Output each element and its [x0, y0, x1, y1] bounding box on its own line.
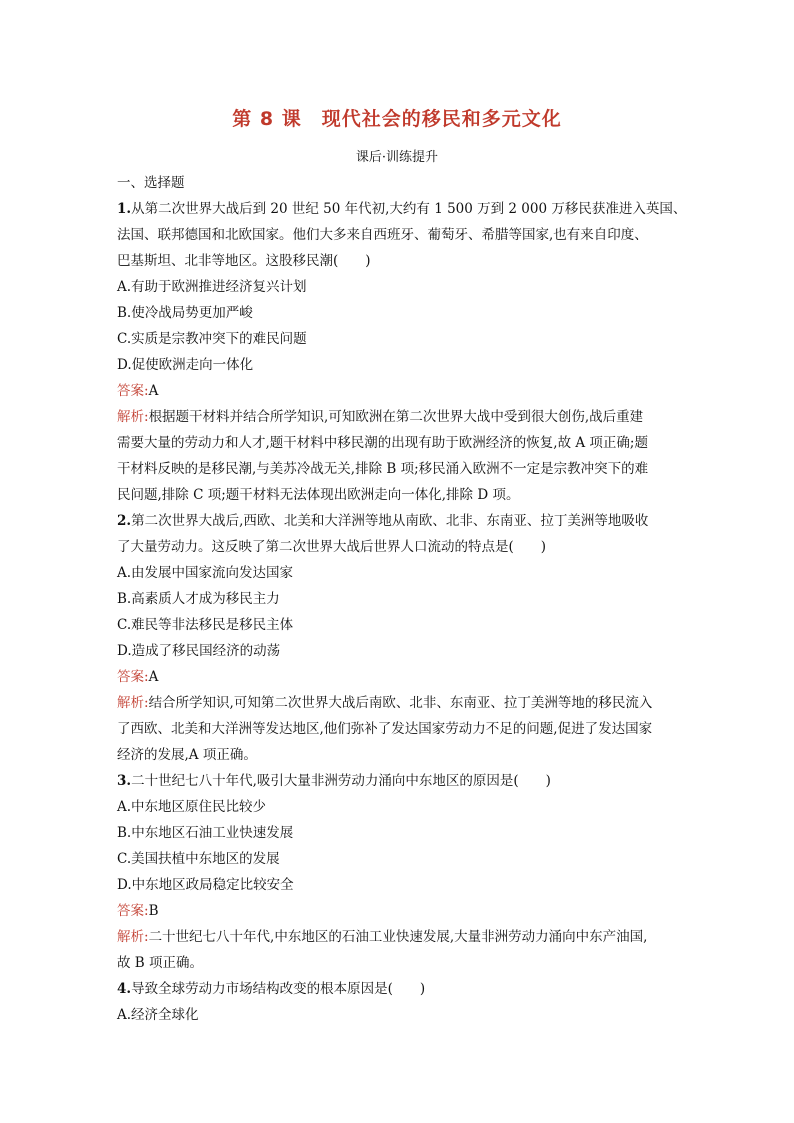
- question-4: [117, 976, 682, 1028]
- question-stem-line: 了大量劳动力。这反映了第二次世界大战后世界人口流动的特点是( ): [117, 539, 547, 555]
- analysis-line: 二十世纪七八十年代,中东地区的石油工业快速发展,大量非洲劳动力涌向中东产油国,: [148, 929, 648, 945]
- analysis-line: 干材料反映的是移民潮,与美苏冷战无关,排除 B 项;移民涌入欧洲不一定是宗教冲突下的难: [117, 461, 649, 477]
- option-c: C.实质是宗教冲突下的难民问题: [117, 331, 307, 347]
- answer-value: A: [148, 669, 159, 685]
- lesson-title: 第 8 课 现代社会的移民和多元文化: [232, 108, 562, 130]
- analysis-line: 故 B 项正确。: [117, 955, 204, 971]
- question-stem-line: 从第二次世界大战后到 20 世纪 50 年代初,大约有 1 500 万到 2 000 万移民获准进入英国、: [131, 201, 687, 217]
- question-stem-line: 第二次世界大战后,西欧、北美和大洋洲等地从南欧、北非、东南亚、拉丁美洲等地吸收: [131, 513, 649, 529]
- analysis-label: 解析:: [117, 409, 149, 425]
- analysis-line: 民问题,排除 C 项;题干材料无法体现出欧洲走向一体化,排除 D 项。: [117, 487, 520, 503]
- option-c: C.美国扶植中东地区的发展: [117, 851, 280, 867]
- question-2: [117, 508, 682, 768]
- question-number: 1.: [117, 201, 132, 217]
- question-number: 3.: [117, 773, 132, 789]
- question-stem-line: 导致全球劳动力市场结构改变的根本原因是( ): [131, 981, 426, 997]
- answer-value: B: [148, 903, 159, 919]
- question-stem-line: 法国、联邦德国和北欧国家。他们大多来自西班牙、葡萄牙、希腊等国家,也有来自印度、: [117, 227, 648, 243]
- answer-label: 答案:: [117, 903, 149, 919]
- option-a: A.中东地区原住民比较少: [117, 799, 267, 815]
- analysis-line: 需要大量的劳动力和人才,题干材料中移民潮的出现有助于欧洲经济的恢复,故 A 项正确;题: [117, 435, 648, 451]
- option-d: D.促使欧洲走向一体化: [117, 357, 254, 373]
- option-c: C.难民等非法移民是移民主体: [117, 617, 294, 633]
- analysis-label: 解析:: [117, 695, 149, 711]
- question-3: [117, 768, 682, 976]
- question-stem-line: 巴基斯坦、北非等地区。这股移民潮( ): [117, 253, 371, 269]
- answer-label: 答案:: [117, 669, 149, 685]
- analysis-line: 了西欧、北美和大洋洲等发达地区,他们弥补了发达国家劳动力不足的问题,促进了发达国家: [117, 721, 653, 737]
- answer-line: [117, 898, 682, 924]
- option-d: D.中东地区政局稳定比较安全: [117, 877, 294, 893]
- exercise-content: [117, 170, 687, 1028]
- question-number: 4.: [117, 981, 132, 997]
- analysis-line: 结合所学知识,可知第二次世界大战后南欧、北非、东南亚、拉丁美洲等地的移民流入: [148, 695, 653, 711]
- question-1: [117, 196, 687, 508]
- analysis-label: 解析:: [117, 929, 149, 945]
- answer-line: [117, 664, 682, 690]
- answer-label: 答案:: [117, 383, 149, 399]
- option-a: A.由发展中国家流向发达国家: [117, 565, 294, 581]
- answer-value: A: [148, 383, 159, 399]
- lesson-subtitle: 课后·训练提升: [355, 150, 439, 165]
- option-a: A.经济全球化: [117, 1007, 199, 1023]
- option-b: B.使冷战局势更加严峻: [117, 305, 253, 321]
- analysis-line: 根据题干材料并结合所学知识,可知欧洲在第二次世界大战中受到很大创伤,战后重建: [148, 409, 644, 425]
- question-stem-line: 二十世纪七八十年代,吸引大量非洲劳动力涌向中东地区的原因是( ): [131, 773, 551, 789]
- option-d: D.造成了移民国经济的动荡: [117, 643, 281, 659]
- option-b: B.中东地区石油工业快速发展: [117, 825, 294, 841]
- answer-line: [117, 378, 682, 404]
- analysis-line: 经济的发展,A 项正确。: [117, 747, 257, 763]
- option-b: B.高素质人才成为移民主力: [117, 591, 280, 607]
- section-heading: 一、选择题: [117, 175, 185, 191]
- question-number: 2.: [117, 513, 132, 529]
- option-a: A.有助于欧洲推进经济复兴计划: [117, 279, 307, 295]
